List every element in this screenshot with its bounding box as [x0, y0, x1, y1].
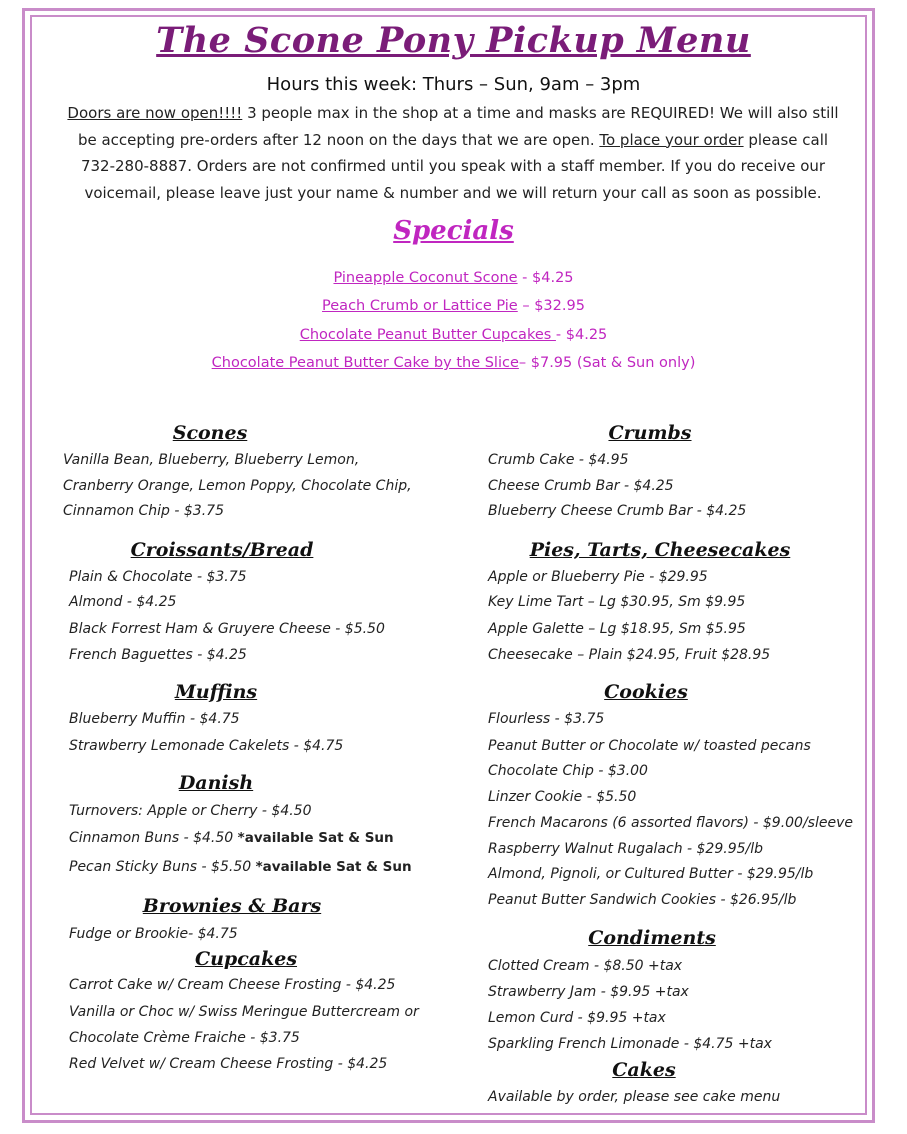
special-item: Pineapple Coconut Scone - $4.25	[333, 270, 574, 286]
menu-line: Cheesecake – Plain $24.95, Fruit $28.95	[488, 647, 771, 663]
menu-line: Red Velvet w/ Cream Cheese Frosting - $4.25	[69, 1056, 388, 1072]
menu-line: Vanilla Bean, Blueberry, Blueberry Lemon,	[63, 452, 360, 468]
menu-line: Apple or Blueberry Pie - $29.95	[488, 569, 708, 585]
muffins-heading: Muffins	[174, 681, 258, 703]
menu-line: Clotted Cream - $8.50 +tax	[488, 958, 683, 974]
croissants-heading: Croissants/Bread	[130, 539, 314, 561]
condiments-heading: Condiments	[588, 927, 716, 949]
special-item: Chocolate Peanut Butter Cupcakes - $4.25	[299, 327, 608, 343]
brownies-heading: Brownies & Bars	[142, 895, 322, 917]
special-item: Peach Crumb or Lattice Pie – $32.95	[322, 298, 585, 314]
scones-heading: Scones	[172, 422, 248, 444]
menu-line: Fudge or Brookie- $4.75	[69, 926, 238, 942]
special-item: Chocolate Peanut Butter Cake by the Slice– $7.95 (Sat & Sun only)	[211, 355, 696, 371]
menu-line: Key Lime Tart – Lg $30.95, Sm $9.95	[488, 594, 746, 610]
menu-line: Cinnamon Buns - $4.50 *available Sat & Sun	[69, 830, 394, 846]
menu-line: Peanut Butter or Chocolate w/ toasted pecans	[488, 738, 811, 754]
menu-line: Lemon Curd - $9.95 +tax	[488, 1010, 666, 1026]
menu-line: Available by order, please see cake menu	[488, 1089, 781, 1105]
menu-line: Strawberry Jam - $9.95 +tax	[488, 984, 689, 1000]
doors-open-text: Doors are now open!!!!	[67, 104, 243, 122]
menu-line: Blueberry Cheese Crumb Bar - $4.25	[488, 503, 747, 519]
menu-line: Sparkling French Limonade - $4.75 +tax	[488, 1036, 772, 1052]
menu-line: Flourless - $3.75	[488, 711, 605, 727]
danish-heading: Danish	[178, 772, 254, 794]
menu-line: Cinnamon Chip - $3.75	[63, 503, 224, 519]
cookies-heading: Cookies	[604, 681, 688, 703]
menu-line: Pecan Sticky Buns - $5.50 *available Sat & Sun	[69, 859, 412, 875]
menu-line: French Macarons (6 assorted flavors) - $9.00/sleeve	[488, 815, 853, 831]
place-order-text: To place your order	[599, 130, 744, 149]
menu-line: Blueberry Muffin - $4.75	[69, 711, 240, 727]
menu-line: Almond - $4.25	[69, 594, 177, 610]
menu-line: Almond, Pignoli, or Cultured Butter - $29.95/lb	[488, 866, 814, 882]
intro-paragraph: Doors are now open!!!! 3 people max in the shop at a time and masks are REQUIRED! We will also still be accepting pre-orders after 12 noon on the days that we are open. To place your order please call 732-280-8887. Orders are not confirmed until you speak with a staff member. If you do receive our voicemail, please leave just your name & number and we will return your call as soon as possible.	[67, 104, 839, 202]
menu-title: The Scone Pony Pickup Menu	[156, 20, 751, 61]
menu-line: Cheese Crumb Bar - $4.25	[488, 478, 674, 494]
specials-heading: Specials	[393, 216, 514, 246]
menu-line: Raspberry Walnut Rugalach - $29.95/lb	[488, 841, 764, 857]
menu-line: Black Forrest Ham & Gruyere Cheese - $5.50	[69, 621, 385, 637]
menu-line: French Baguettes - $4.25	[69, 647, 247, 663]
menu-line: Chocolate Crème Fraiche - $3.75	[69, 1030, 300, 1046]
hours-line: Hours this week: Thurs – Sun, 9am – 3pm	[266, 74, 641, 95]
menu-line: Plain & Chocolate - $3.75	[69, 569, 247, 585]
menu-line: Crumb Cake - $4.95	[488, 452, 629, 468]
menu-line: Apple Galette – Lg $18.95, Sm $5.95	[488, 621, 746, 637]
menu-line: Linzer Cookie - $5.50	[488, 789, 637, 805]
menu-line: Cranberry Orange, Lemon Poppy, Chocolate Chip,	[63, 478, 412, 494]
pies-heading: Pies, Tarts, Cheesecakes	[529, 539, 791, 561]
menu-line: Vanilla or Choc w/ Swiss Meringue Buttercream or	[69, 1004, 419, 1020]
menu-line: Chocolate Chip - $3.00	[488, 763, 648, 779]
cupcakes-heading: Cupcakes	[194, 948, 298, 970]
cakes-heading: Cakes	[612, 1059, 676, 1081]
crumbs-heading: Crumbs	[608, 422, 692, 444]
menu-line: Carrot Cake w/ Cream Cheese Frosting - $4.25	[69, 977, 396, 993]
menu-line: Peanut Butter Sandwich Cookies - $26.95/lb	[488, 892, 797, 908]
menu-line: Strawberry Lemonade Cakelets - $4.75	[69, 738, 344, 754]
menu-line: Turnovers: Apple or Cherry - $4.50	[69, 803, 312, 819]
